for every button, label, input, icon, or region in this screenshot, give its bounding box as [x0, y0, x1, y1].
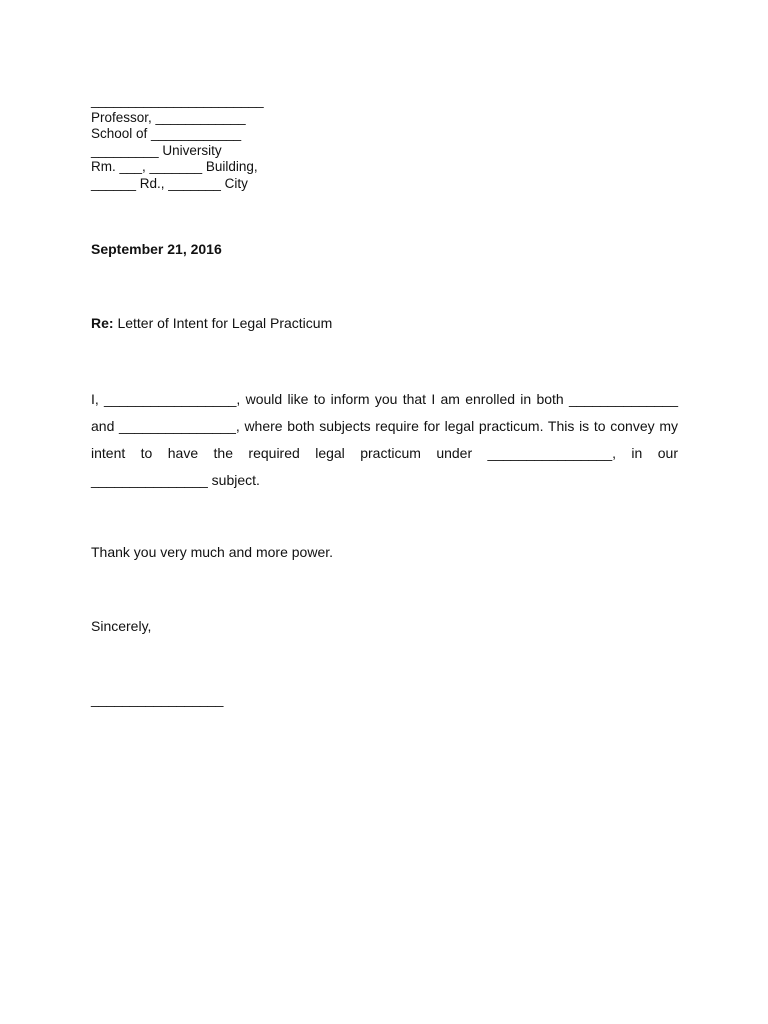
- thanks-paragraph: Thank you very much and more power.: [91, 544, 334, 560]
- recipient-title-line: Professor, ____________: [91, 109, 246, 125]
- subject-label: Re:: [91, 315, 114, 331]
- subject-text: Letter of Intent for Legal Practicum: [117, 315, 333, 331]
- closing-salutation: Sincerely,: [91, 618, 152, 634]
- recipient-city-line: ______ Rd., _______ City: [91, 175, 248, 191]
- signature-line: _________________: [91, 691, 224, 707]
- recipient-address: [91, 93, 264, 193]
- body-paragraph: I, _________________, would like to inform you that I am enrolled in both ______________ and _______________, where both subjects require for legal practicum. This is to convey my intent to have the required legal practicum under ________________, in our _______________ subject.: [91, 391, 678, 488]
- letter-page: [91, 0, 678, 1024]
- recipient-school-line: School of ____________: [91, 126, 242, 142]
- recipient-university-line: _________ University: [91, 142, 222, 158]
- recipient-building-line: Rm. ___, _______ Building,: [91, 159, 258, 175]
- subject-line: [91, 315, 332, 331]
- recipient-name-line: _______________________: [91, 93, 264, 108]
- letter-date: September 21, 2016: [91, 241, 222, 257]
